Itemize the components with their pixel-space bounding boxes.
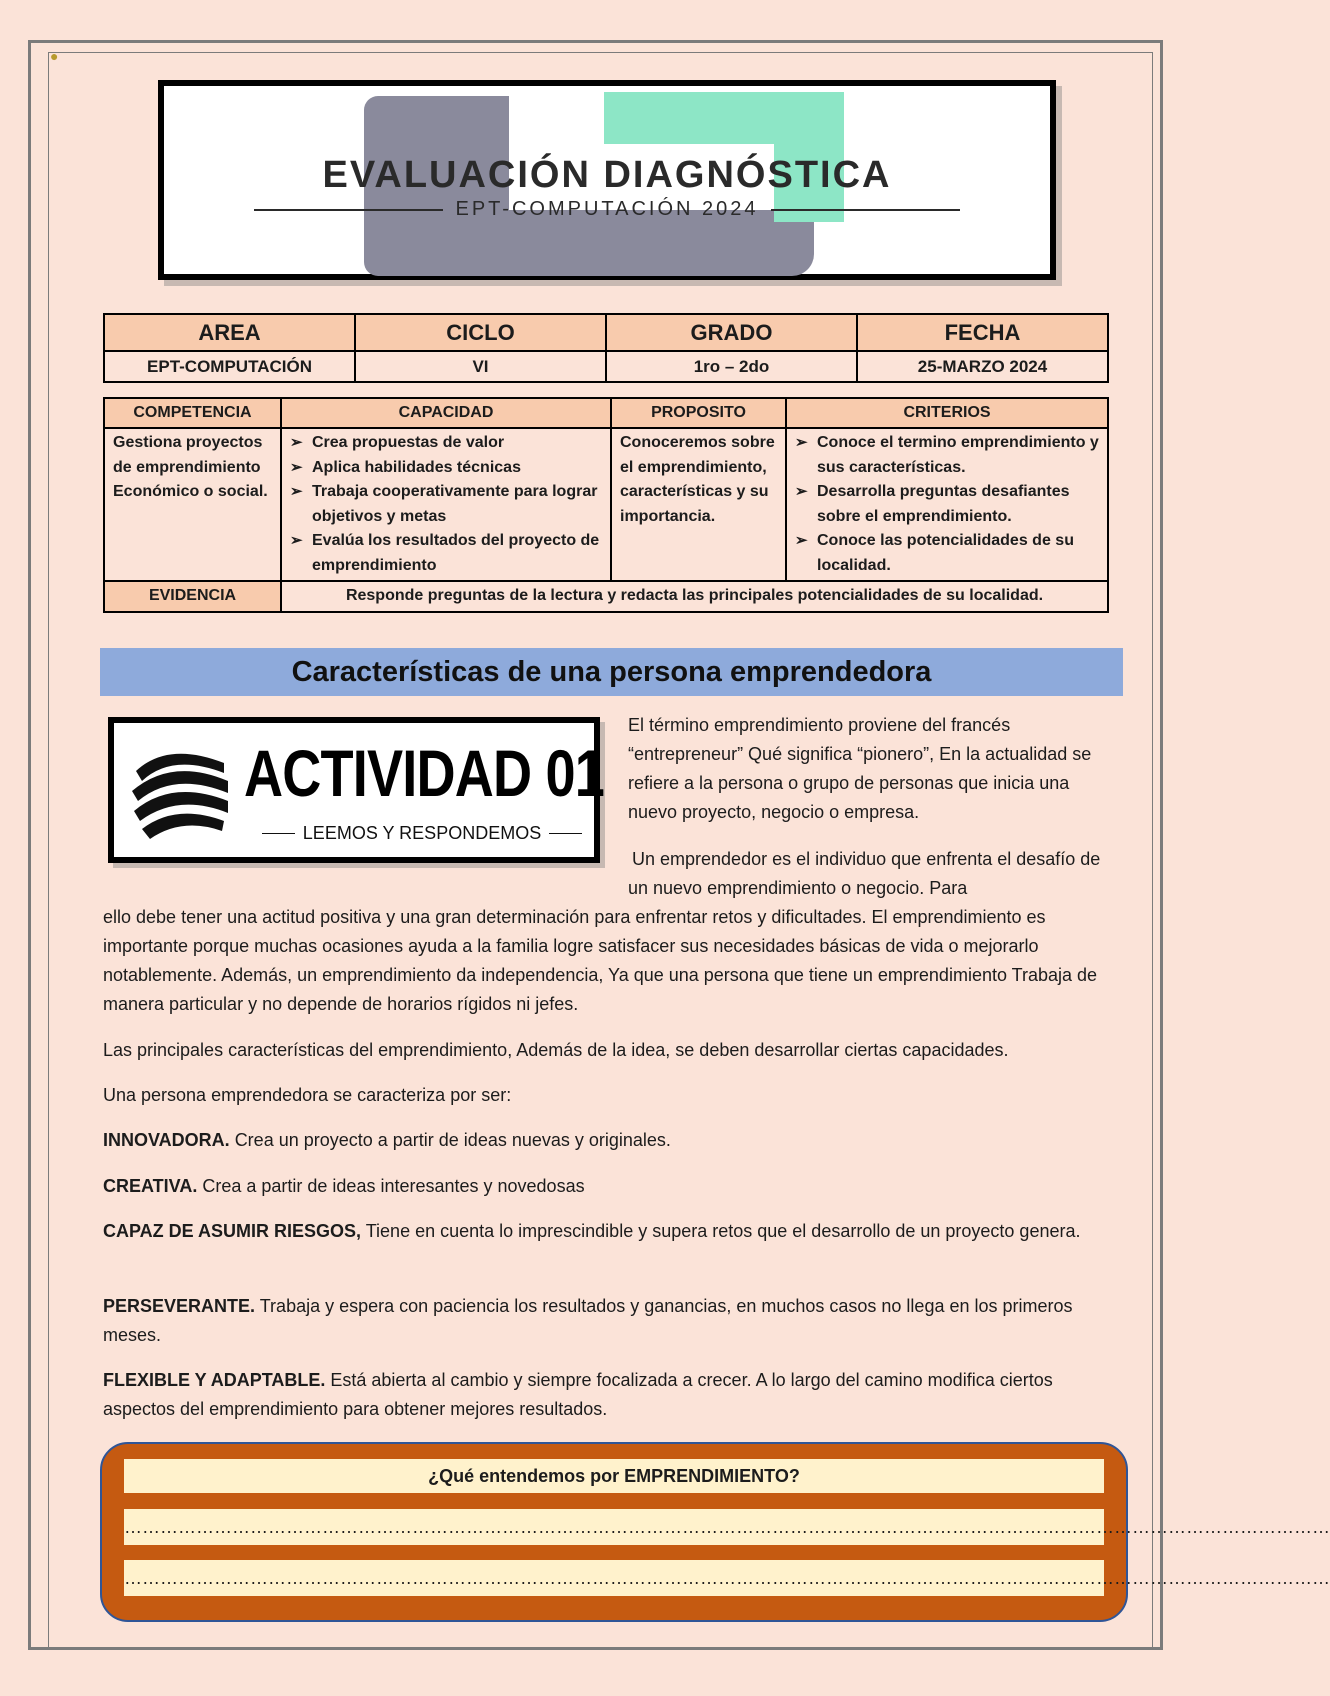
paragraph-emprendedor-rest: ello debe tener una actitud positiva y una gran determinación para enfrentar retos y dificultades. El emprendimiento es importante porque muchas ocasiones ayuda a la familia logre satisfacer sus necesidades básicas de vida o mejorarlo notablemente. Además, un emprendimiento da independencia, Ya que una persona que tiene un emprendimiento Trabaja de manera particular y no depende de horarios rígidos ni jefes. bbox=[103, 907, 1098, 1014]
trait-desc: Crea a partir de ideas interesantes y novedosas bbox=[202, 1176, 585, 1196]
trait-desc: Tiene en cuenta lo imprescindible y supera retos que el desarrollo de un proyecto genera. bbox=[365, 1221, 1081, 1241]
question-prompt: ¿Qué entendemos por EMPRENDIMIENTO? bbox=[124, 1459, 1104, 1493]
divider bbox=[262, 833, 295, 835]
header-proposito: PROPOSITO bbox=[611, 398, 786, 428]
divider bbox=[771, 209, 960, 211]
paragraph-caracteristicas: Las principales características del emprendimiento, Además de la idea, se deben desarrollar ciertas capacidades. bbox=[103, 1040, 1009, 1060]
activity-subtitle-text: LEEMOS Y RESPONDEMOS bbox=[302, 823, 542, 843]
banner-subtitle-text: EPT-COMPUTACIÓN 2024 bbox=[455, 198, 759, 220]
trait-innovadora bbox=[103, 1126, 1119, 1155]
cell-proposito: Conoceremos sobre el emprendimiento, características y su importancia. bbox=[611, 428, 786, 581]
trait-riesgos bbox=[103, 1217, 1119, 1246]
paragraph-persona: Una persona emprendedora se caracteriza por ser: bbox=[103, 1085, 512, 1105]
info-header-ciclo: CICLO bbox=[355, 314, 606, 351]
paragraph-emprendedor-start: Un emprendedor es el individuo que enfrenta el desafío de un nuevo emprendimiento o negocio. Para bbox=[628, 849, 1101, 898]
trait-term: CREATIVA. bbox=[103, 1176, 198, 1196]
info-header-grado: GRADO bbox=[606, 314, 857, 351]
info-value-grado: 1ro – 2do bbox=[606, 351, 857, 382]
info-value-fecha: 25-MARZO 2024 bbox=[857, 351, 1108, 382]
criterios-list bbox=[795, 431, 1099, 578]
pin-icon: ● bbox=[50, 48, 59, 64]
trait-creativa bbox=[103, 1172, 1119, 1201]
evidencia-label: EVIDENCIA bbox=[104, 581, 281, 612]
list-item: ➢ Evalúa los resultados del proyecto de emprendimiento bbox=[290, 529, 602, 578]
divider bbox=[254, 209, 443, 211]
info-header-fecha: FECHA bbox=[857, 314, 1108, 351]
header-criterios: CRITERIOS bbox=[786, 398, 1108, 428]
list-item: ➢ Conoce las potencialidades de su localidad. bbox=[795, 529, 1099, 578]
list-item: ➢ Trabaja cooperativamente para lograr objetivos y metas bbox=[290, 480, 602, 529]
cell-competencia: Gestiona proyectos de emprendimiento Económico o social. bbox=[104, 428, 281, 581]
competency-table bbox=[103, 397, 1109, 613]
trait-term: PERSEVERANTE. bbox=[103, 1296, 256, 1316]
section-title: Características de una persona emprendedora bbox=[100, 648, 1123, 696]
list-item: ➢ Desarrolla preguntas desafiantes sobre el emprendimiento. bbox=[795, 480, 1099, 529]
trait-desc: Trabaja y espera con paciencia los resultados y ganancias, en muchos casos no llega en los primeros meses. bbox=[103, 1296, 1073, 1345]
trait-term: CAPAZ DE ASUMIR RIESGOS, bbox=[103, 1221, 362, 1241]
info-table bbox=[103, 313, 1109, 383]
info-header-area: AREA bbox=[104, 314, 355, 351]
divider bbox=[549, 833, 582, 835]
banner-title: EVALUACIÓN DIAGNÓSTICA bbox=[322, 154, 892, 196]
wave-logo-icon bbox=[128, 741, 232, 845]
activity-title: ACTIVIDAD 01 bbox=[244, 736, 605, 810]
activity-subtitle bbox=[262, 823, 582, 844]
trait-flexible bbox=[103, 1366, 1119, 1424]
list-item: ➢ Conoce el termino emprendimiento y sus características. bbox=[795, 431, 1099, 480]
header-banner bbox=[158, 80, 1056, 280]
banner-subtitle bbox=[254, 198, 960, 221]
trait-term: FLEXIBLE Y ADAPTABLE. bbox=[103, 1370, 326, 1390]
trait-desc: Está abierta al cambio y siempre focalizada a crecer. A lo largo del camino modifica ciertos aspectos del emprendimiento para obtener mejores resultados. bbox=[103, 1370, 1053, 1419]
trait-term: INNOVADORA. bbox=[103, 1130, 230, 1150]
cell-capacidad bbox=[281, 428, 611, 581]
capacidad-list bbox=[290, 431, 602, 578]
header-capacidad: CAPACIDAD bbox=[281, 398, 611, 428]
trait-desc: Crea un proyecto a partir de ideas nuevas y originales. bbox=[234, 1130, 671, 1150]
info-value-area: EPT-COMPUTACIÓN bbox=[104, 351, 355, 382]
list-item: ➢ Crea propuestas de valor bbox=[290, 431, 602, 456]
list-item: ➢ Aplica habilidades técnicas bbox=[290, 456, 602, 481]
answer-line[interactable]: ………………………………………………………………………………………………………………………………………………………………………………… bbox=[124, 1509, 1104, 1545]
cell-criterios bbox=[786, 428, 1108, 581]
trait-perseverante bbox=[103, 1292, 1119, 1350]
paragraph-intro: El término emprendimiento proviene del francés “entrepreneur” Qué significa “pionero”, En la actualidad se refiere a la persona o grupo de personas que inicia una nuevo proyecto, negocio o empresa. bbox=[628, 715, 1092, 822]
header-competencia: COMPETENCIA bbox=[104, 398, 281, 428]
activity-badge bbox=[108, 717, 605, 863]
info-value-ciclo: VI bbox=[355, 351, 606, 382]
evidencia-text: Responde preguntas de la lectura y redacta las principales potencialidades de su localidad. bbox=[281, 581, 1108, 612]
answer-line[interactable]: ………………………………………………………………………………………………………………………………………………………………………………… bbox=[124, 1560, 1104, 1596]
question-box bbox=[100, 1442, 1330, 1622]
